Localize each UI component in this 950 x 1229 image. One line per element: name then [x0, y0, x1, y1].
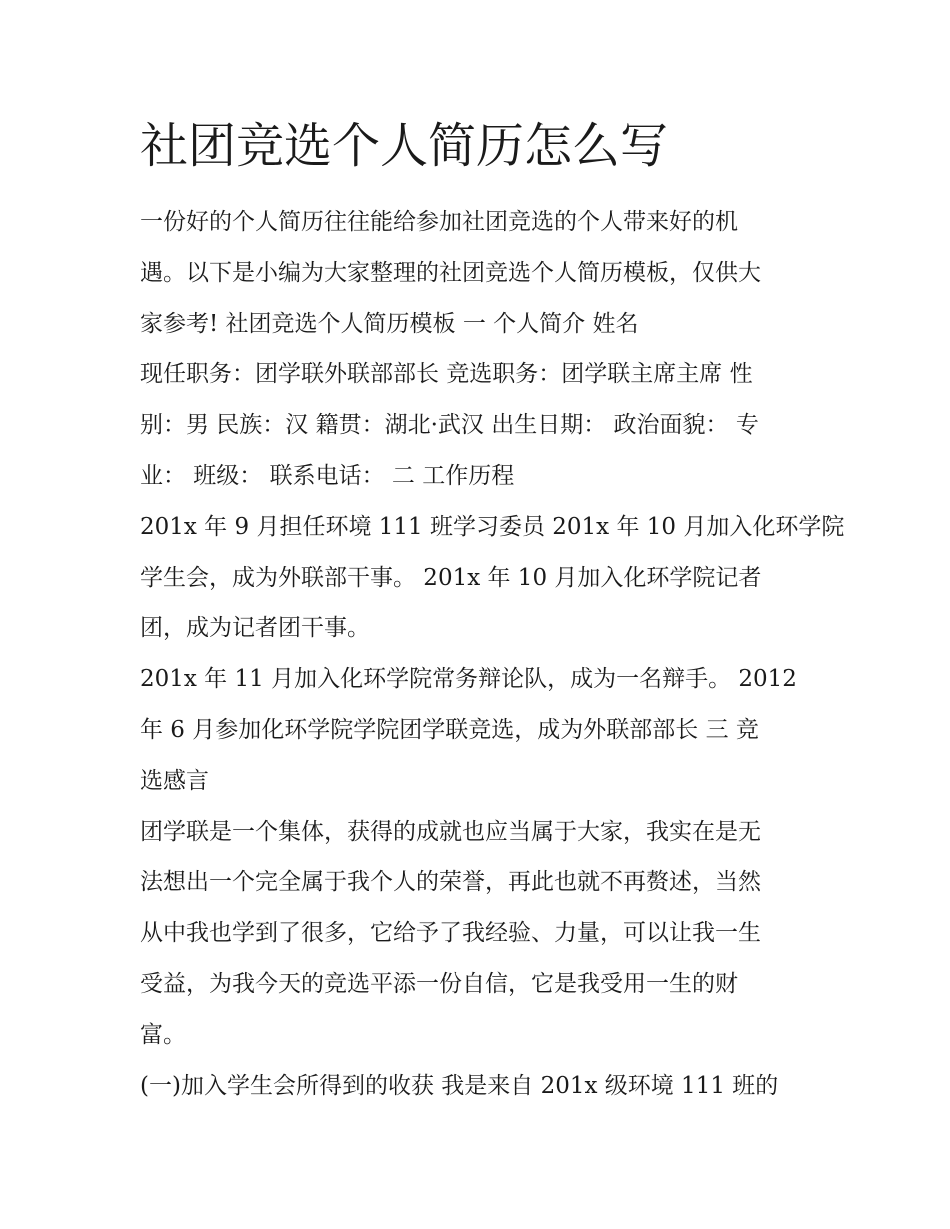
text-line: (一)加入学生会所得到的收获 我是来自 201x 级环境 111 班的 — [140, 1072, 779, 1099]
text-line: 受益，为我今天的竞选平添一份自信，它是我受用一生的财 — [140, 970, 738, 997]
text-line: 法想出一个完全属于我个人的荣誉，再此也就不再赘述，当然 — [140, 869, 761, 896]
text-line: 现任职务：团学联外联部部长 竞选职务：团学联主席主席 性 — [140, 361, 753, 388]
text-line: 团学联是一个集体，获得的成就也应当属于大家，我实在是无 — [140, 818, 761, 845]
text-line: 201x 年 11 月加入化环学院常务辩论队，成为一名辩手。 2012 — [140, 666, 797, 693]
text-line: 富。 — [140, 1021, 186, 1048]
document-title: 社团竞选个人简历怎么写 — [140, 118, 669, 174]
text-line: 别：男 民族：汉 籍贯：湖北·武汉 出生日期： 政治面貌： 专 — [140, 412, 759, 439]
text-line: 家参考! 社团竞选个人简历模板 一 个人简介 姓名 — [140, 310, 639, 337]
text-line: 学生会，成为外联部干事。 201x 年 10 月加入化环学院记者 — [140, 564, 762, 591]
text-line: 业： 班级： 联系电话： 二 工作历程 — [140, 462, 515, 489]
document-body — [140, 197, 845, 1111]
text-line: 选感言 — [140, 767, 209, 794]
text-line: 团，成为记者团干事。 — [140, 615, 370, 642]
text-line: 201x 年 9 月担任环境 111 班学习委员 201x 年 10 月加入化环学院 — [140, 513, 845, 540]
text-line: 从中我也学到了很多，它给予了我经验、力量，可以让我一生 — [140, 920, 761, 947]
text-line: 一份好的个人简历往往能给参加社团竞选的个人带来好的机 — [140, 209, 738, 235]
text-line: 遇。以下是小编为大家整理的社团竞选个人简历模板，仅供大 — [140, 259, 761, 286]
text-line: 年 6 月参加化环学院学院团学联竞选，成为外联部部长 三 竞 — [140, 716, 759, 743]
